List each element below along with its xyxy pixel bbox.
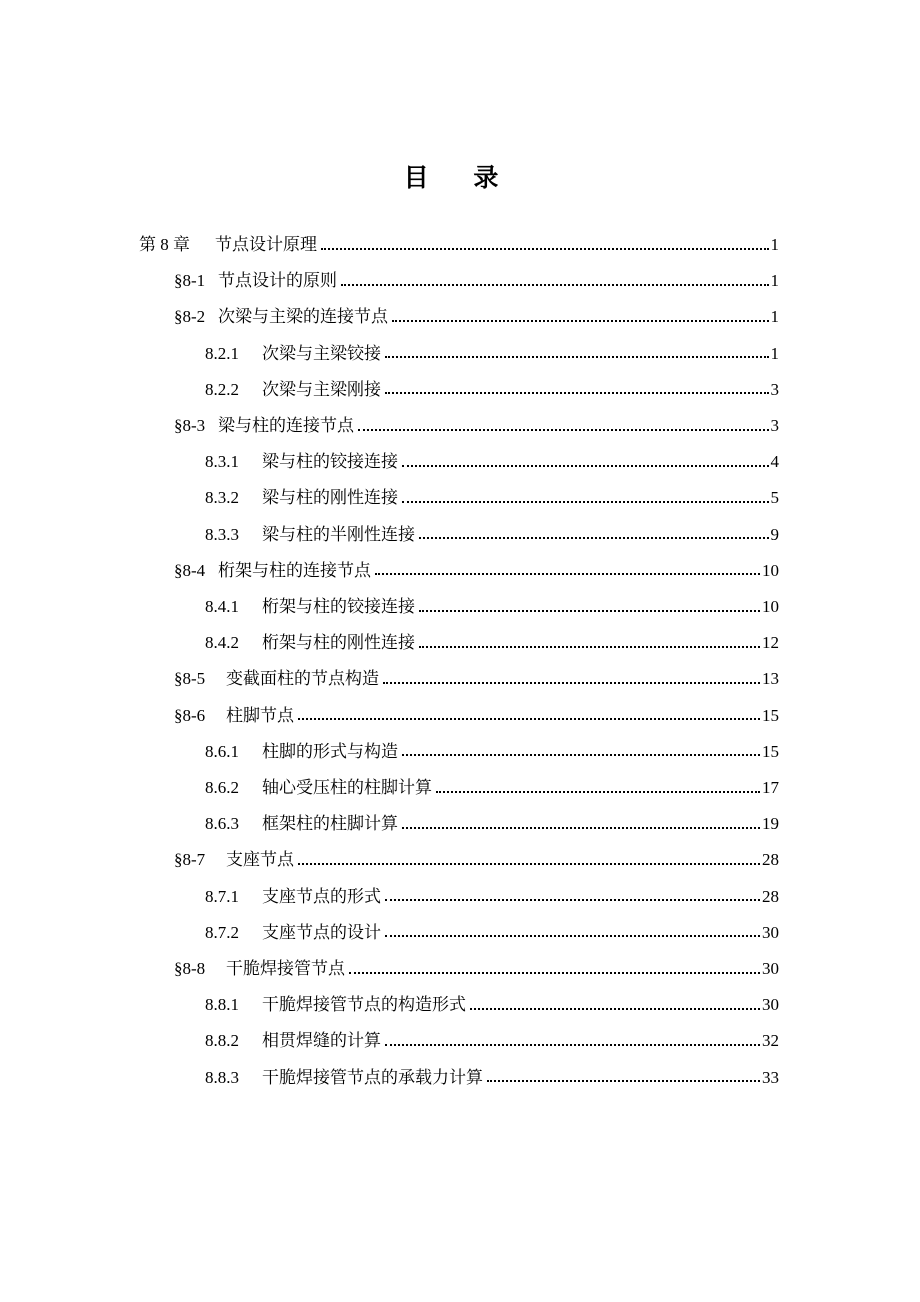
toc-entry[interactable]: [205, 771, 779, 805]
dot-leader: [487, 1079, 760, 1082]
toc-entry-number: 8.3.1: [205, 452, 239, 472]
toc-entry-number: 8.8.1: [205, 995, 239, 1015]
toc-entry-number: 8.7.2: [205, 922, 239, 942]
toc-entry-number: 8.3.3: [205, 524, 239, 544]
toc-entry-title: 节点设计原理: [215, 235, 317, 254]
toc-entry[interactable]: [174, 843, 779, 877]
dot-leader: [383, 681, 760, 684]
toc-entry-title: 次梁与主梁铰接: [262, 343, 381, 363]
toc-entry-title: 轴心受压柱的柱脚计算: [262, 778, 432, 797]
toc-entry-number: 8.8.2: [205, 1031, 239, 1051]
toc-entry-number: §8-6: [174, 705, 206, 725]
dot-leader: [392, 319, 769, 322]
toc-entry-title: 次梁与主梁的连接节点: [218, 307, 388, 327]
toc-entry-page: 1: [770, 271, 779, 291]
dot-leader: [349, 971, 760, 974]
toc-entry-title: 桁架与柱的铰接连接: [262, 597, 415, 616]
toc-entry-number: §8-8: [174, 959, 206, 978]
toc-entry-title: 干脆焊接管节点: [226, 959, 345, 978]
toc-entry[interactable]: [174, 264, 779, 298]
toc-entry[interactable]: [205, 988, 779, 1022]
dot-leader: [470, 1007, 760, 1010]
dot-leader: [436, 790, 760, 793]
toc-entry-title: 柱脚的形式与构造: [262, 741, 398, 761]
dot-leader: [298, 862, 760, 865]
dot-leader: [385, 898, 760, 901]
toc-entry[interactable]: [205, 807, 779, 841]
toc-entry-title: 干脆焊接管节点的构造形式: [262, 995, 466, 1015]
toc-entry-page: 30: [762, 922, 779, 942]
toc-entry[interactable]: [174, 300, 779, 334]
toc-entry-number: 8.6.3: [205, 814, 239, 834]
toc-entry[interactable]: [205, 916, 779, 950]
toc-entry-title: 梁与柱的铰接连接: [262, 452, 398, 472]
dot-leader: [321, 247, 769, 250]
toc-entry-title: 梁与柱的连接节点: [218, 416, 354, 435]
toc-entry[interactable]: [205, 445, 779, 479]
toc-entry-page: 33: [762, 1067, 779, 1087]
toc-entry[interactable]: [174, 409, 779, 443]
toc-entry-page: 1: [770, 343, 779, 363]
toc-entry-title: 框架柱的柱脚计算: [262, 814, 398, 834]
toc-entry[interactable]: [205, 518, 779, 552]
toc-entry-number: 8.2.1: [205, 343, 239, 363]
toc-entry-page: 32: [762, 1031, 779, 1051]
toc-entry-number: §8-4: [174, 560, 206, 580]
toc-entry-title: 支座节点: [226, 850, 294, 870]
dot-leader: [385, 934, 760, 937]
dot-leader: [358, 428, 769, 431]
dot-leader: [402, 826, 760, 829]
toc-entry-number: 8.3.2: [205, 488, 239, 508]
toc-entry-page: 5: [770, 488, 779, 508]
toc-entry-number: 8.4.1: [205, 597, 239, 616]
toc-entry-page: 28: [762, 850, 779, 870]
dot-leader: [385, 355, 769, 358]
toc-entry-page: 10: [762, 560, 779, 580]
toc-entry-number: 第 8 章: [139, 235, 190, 254]
toc-entry-number: §8-1: [174, 271, 206, 291]
dot-leader: [385, 391, 769, 394]
dot-leader: [375, 572, 760, 575]
toc-entry-page: 30: [762, 959, 779, 978]
page-title: 目 录: [403, 163, 517, 192]
toc-entry[interactable]: [174, 554, 779, 588]
toc-entry-title: 干脆焊接管节点的承载力计算: [262, 1067, 483, 1087]
toc-entry-page: 1: [770, 307, 779, 327]
dot-leader: [341, 283, 769, 286]
toc-entry[interactable]: [205, 373, 779, 407]
toc-entry-number: §8-3: [174, 416, 206, 435]
toc-entry-page: 10: [762, 597, 779, 616]
toc-entry-title: 支座节点的形式: [262, 886, 381, 906]
toc-entry-title: 桁架与柱的连接节点: [218, 560, 371, 580]
toc-entry-number: §8-7: [174, 850, 206, 870]
toc-entry-page: 19: [762, 814, 779, 834]
toc-entry-number: 8.2.2: [205, 379, 239, 399]
toc-entry-page: 4: [770, 452, 779, 472]
dot-leader: [385, 1043, 760, 1046]
dot-leader: [419, 645, 760, 648]
toc-entry[interactable]: [174, 952, 779, 986]
dot-leader: [402, 464, 769, 467]
toc-entry[interactable]: [205, 880, 779, 914]
dot-leader: [402, 753, 760, 756]
toc-entry-title: 节点设计的原则: [218, 271, 337, 291]
toc-entry-page: 1: [770, 235, 779, 254]
toc-entry-page: 3: [770, 416, 779, 435]
toc-entry-page: 13: [762, 669, 779, 689]
toc-entry-page: 3: [770, 379, 779, 399]
toc-entry-page: 28: [762, 886, 779, 906]
toc-entry-title: 桁架与柱的刚性连接: [262, 633, 415, 653]
toc-entry-number: 8.6.2: [205, 778, 239, 797]
toc-entry-number: 8.4.2: [205, 633, 239, 653]
toc-entry[interactable]: [205, 590, 779, 624]
toc-entry-title: 梁与柱的半刚性连接: [262, 524, 415, 544]
toc-entry[interactable]: [205, 337, 779, 371]
toc-entry-page: 12: [762, 633, 779, 653]
dot-leader: [402, 500, 769, 503]
toc-entry-title: 柱脚节点: [226, 705, 294, 725]
toc-entry-page: 15: [762, 741, 779, 761]
dot-leader: [419, 609, 760, 612]
toc-entry-title: 相贯焊缝的计算: [262, 1031, 381, 1051]
toc-entry[interactable]: [205, 1024, 779, 1058]
toc-entry[interactable]: [174, 699, 779, 733]
toc-entry[interactable]: [174, 662, 779, 696]
toc-entry-page: 15: [762, 705, 779, 725]
toc-entry-title: 次梁与主梁刚接: [262, 379, 381, 399]
toc-entry-title: 梁与柱的刚性连接: [262, 488, 398, 508]
toc-entry-number: 8.6.1: [205, 741, 239, 761]
dot-leader: [419, 536, 769, 539]
toc-entry[interactable]: [139, 228, 779, 262]
toc-entry-title: 支座节点的设计: [262, 922, 381, 942]
toc-entry[interactable]: [205, 481, 779, 515]
toc-entry-page: 9: [770, 524, 779, 544]
toc-entry[interactable]: [205, 626, 779, 660]
toc-entry-title: 变截面柱的节点构造: [226, 669, 379, 689]
toc-entry-page: 30: [762, 995, 779, 1015]
toc-entry-number: §8-5: [174, 669, 206, 689]
toc-entry[interactable]: [205, 1061, 779, 1095]
toc-entry-number: §8-2: [174, 307, 206, 327]
toc-entry[interactable]: [205, 735, 779, 769]
toc-entry-number: 8.7.1: [205, 886, 239, 906]
toc-entry-number: 8.8.3: [205, 1067, 239, 1087]
dot-leader: [298, 717, 760, 720]
toc-entry-page: 17: [762, 778, 779, 797]
